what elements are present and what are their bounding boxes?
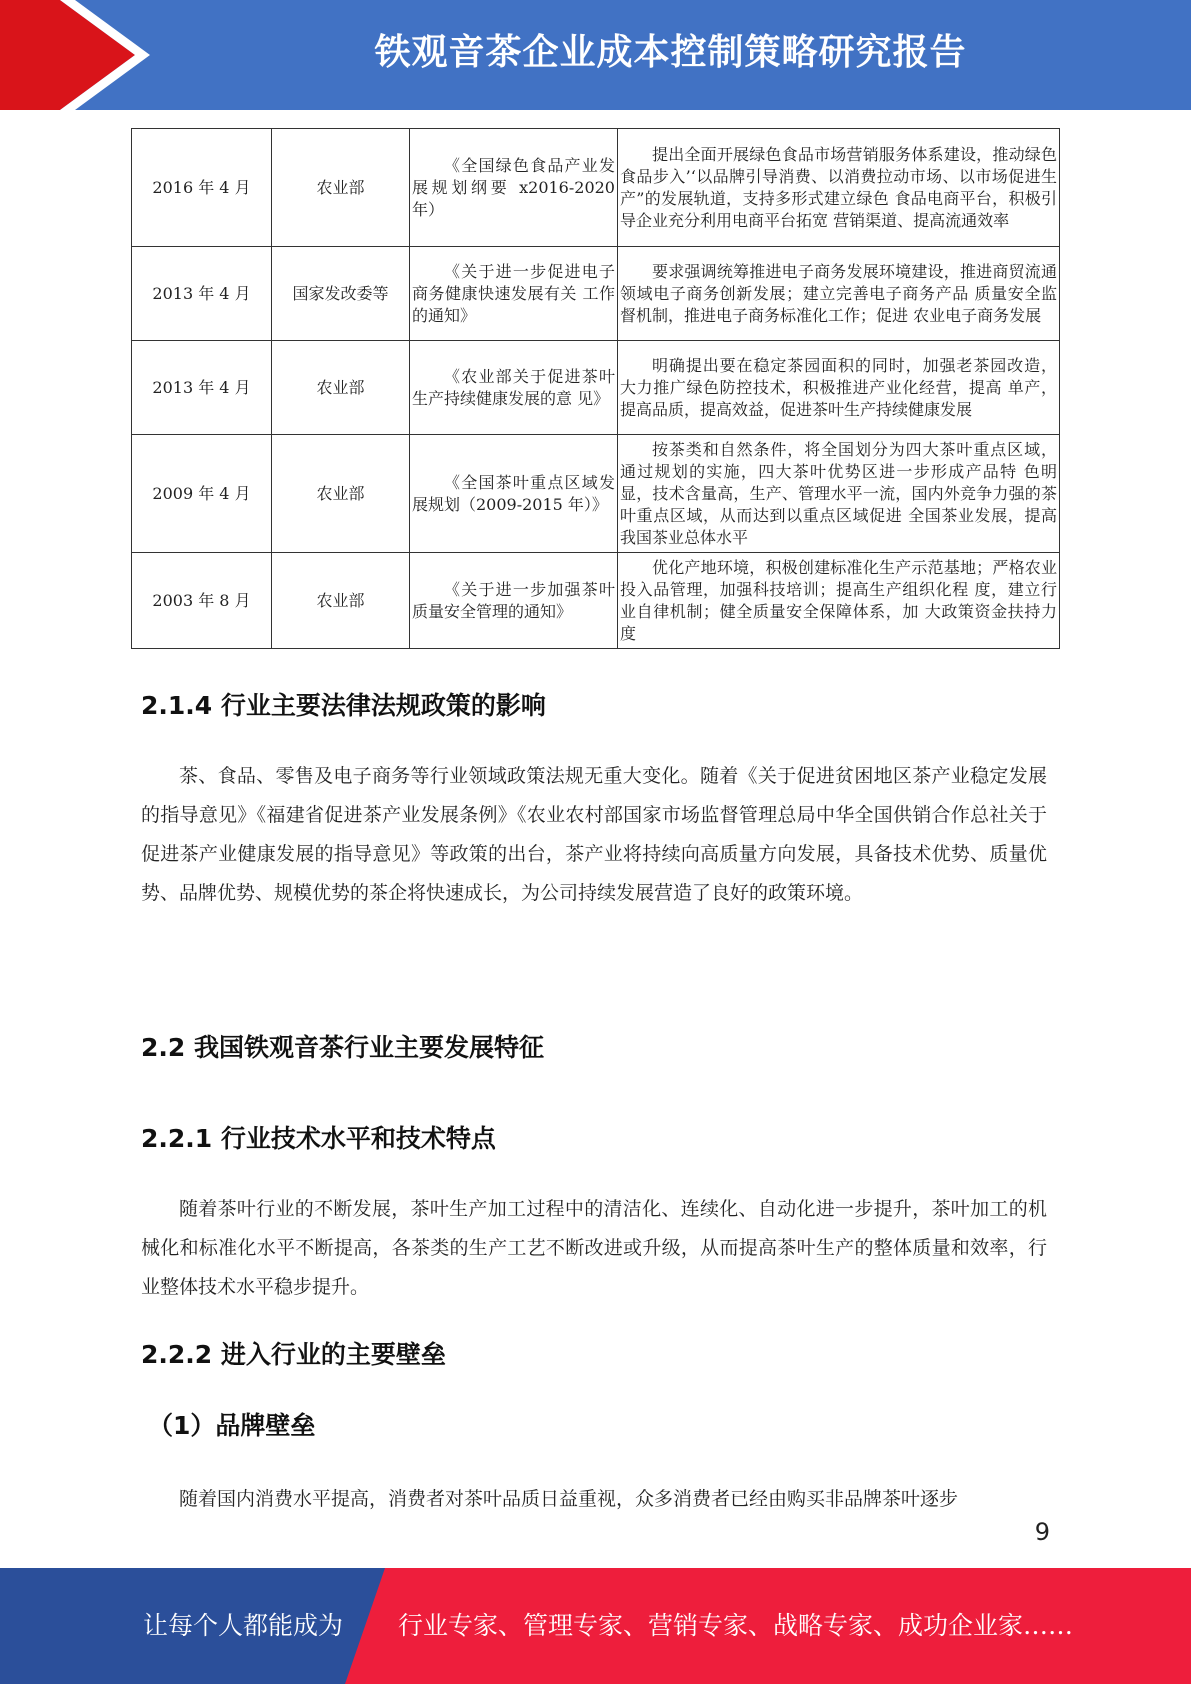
section-heading-2-2-2: 2.2.2 进入行业的主要壁垒 xyxy=(141,1340,446,1369)
policy-content: 提出全面开展绿色食品市场营销服务体系建设，推动绿色食品步入’‘以品牌引导消费、以消费拉动市场、以市场促进生产”的发展轨道，支持多形式建立绿色 食品电商平台，积极引导企业充分利用电商平台拓宽 营销渠道、提高流通效率 xyxy=(618,129,1060,247)
policy-date: 2013 年 4 月 xyxy=(132,341,272,435)
policy-doc: 《全国绿色食品产业发 展规划纲要 x2016-2020 年） xyxy=(410,129,618,247)
policy-dept: 农业部 xyxy=(272,341,410,435)
subsection-heading-brand-barrier: （1）品牌壁垒 xyxy=(148,1411,316,1440)
policy-doc: 《全国茶叶重点区域发 展规划（2009-2015 年）》 xyxy=(410,435,618,553)
table-row xyxy=(132,553,1060,649)
policy-date: 2016 年 4 月 xyxy=(132,129,272,247)
subsection-paragraph-brand-barrier: 随着国内消费水平提高，消费者对茶叶品质日益重视，众多消费者已经由购买非品牌茶叶逐步 xyxy=(179,1488,959,1510)
footer-slogan-left: 让每个人都能成为 xyxy=(143,1611,344,1640)
policy-dept: 国家发改委等 xyxy=(272,247,410,341)
policy-content: 按茶类和自然条件，将全国划分为四大茶叶重点区域， 通过规划的实施，四大茶叶优势区进一步形成产品特 色明显，技术含量高，生产、管理水平一流，国内外竞争力强的茶叶重点区域，从而达到以重点区域促进 全国茶业发展，提高我国茶业总体水平 xyxy=(618,435,1060,553)
policy-date: 2003 年 8 月 xyxy=(132,553,272,649)
policy-table xyxy=(131,128,1060,649)
policy-doc: 《关于进一步促进电子 商务健康快速发展有关 工作的通知》 xyxy=(410,247,618,341)
policy-dept: 农业部 xyxy=(272,435,410,553)
footer-slogan-right: 行业专家、管理专家、营销专家、战略专家、成功企业家…… xyxy=(398,1611,1074,1640)
page-number: 9 xyxy=(1034,1518,1050,1546)
section-paragraph-2-2-1: 随着茶叶行业的不断发展，茶叶生产加工过程中的清洁化、连续化、自动化进一步提升，茶叶加工的机械化和标准化水平不断提高，各茶类的生产工艺不断改进或升级，从而提高茶叶生产的整体质量和效率，行业整体技术水平稳步提升。 xyxy=(141,1198,1047,1298)
policy-date: 2009 年 4 月 xyxy=(132,435,272,553)
page-header xyxy=(0,0,1191,110)
section-paragraph-2-1-4: 茶、食品、零售及电子商务等行业领域政策法规无重大变化。随着《关于促进贫困地区茶产业稳定发展的指导意见》《福建省促进茶产业发展条例》《农业农村部国家市场监督管理总局中华全国供销合作总社关于促进茶产业健康发展的指导意见》等政策的出台，茶产业将持续向高质量方向发展，具备技术优势、质量优势、品牌优势、规模优势的茶企将快速成长，为公司持续发展营造了良好的政策环境。 xyxy=(141,765,1047,904)
policy-content: 优化产地环境，积极创建标准化生产示范基地；严格农业投入品管理，加强科技培训；提高生产组织化程 度，建立行业自律机制；健全质量安全保障体系，加 大政策资金扶持力度 xyxy=(618,553,1060,649)
policy-dept: 农业部 xyxy=(272,553,410,649)
policy-doc: 《关于进一步加强茶叶 质量安全管理的通知》 xyxy=(410,553,618,649)
policy-dept: 农业部 xyxy=(272,129,410,247)
table-row xyxy=(132,341,1060,435)
header-red-arrow xyxy=(0,0,140,110)
policy-content: 要求强调统筹推进电子商务发展环境建设，推进商贸流通领域电子商务创新发展；建立完善电子商务产品 质量安全监督机制，推进电子商务标准化工作；促进 农业电子商务发展 xyxy=(618,247,1060,341)
page-footer xyxy=(0,1568,1191,1684)
table-row xyxy=(132,435,1060,553)
table-row xyxy=(132,129,1060,247)
policy-content: 明确提出要在稳定茶园面积的同时，加强老茶园改造， 大力推广绿色防控技术，积极推进产业化经营，提高 单产，提高品质，提高效益，促进茶叶生产持续健康发展 xyxy=(618,341,1060,435)
table-row xyxy=(132,247,1060,341)
policy-doc: 《农业部关于促进茶叶 生产持续健康发展的意 见》 xyxy=(410,341,618,435)
section-heading-2-2: 2.2 我国铁观音茶行业主要发展特征 xyxy=(141,1033,544,1062)
section-heading-2-2-1: 2.2.1 行业技术水平和技术特点 xyxy=(141,1124,496,1153)
report-title: 铁观音茶企业成本控制策略研究报告 xyxy=(374,32,967,73)
policy-date: 2013 年 4 月 xyxy=(132,247,272,341)
section-heading-2-1-4: 2.1.4 行业主要法律法规政策的影响 xyxy=(141,691,546,720)
